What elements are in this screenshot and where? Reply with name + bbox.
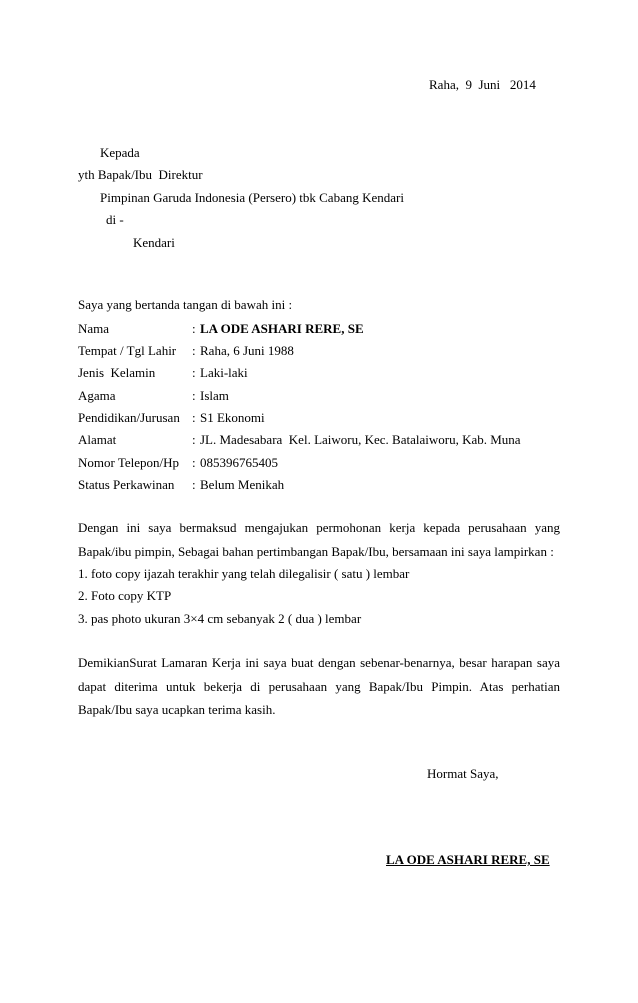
- field-row-alamat: [78, 431, 558, 449]
- field-row-status-perkawinan: [78, 476, 558, 494]
- field-value: 085396765405: [200, 455, 278, 470]
- body-paragraph-1: Dengan ini saya bermaksud mengajukan permohonan kerja kepada perusahaan yang Bapak/ibu pimpin, Sebagai bahan pertimbangan Bapak/Ibu, bersamaan ini saya lampirkan :: [78, 520, 560, 559]
- field-label: Alamat: [78, 432, 117, 447]
- field-label: Nama: [78, 321, 110, 336]
- recipient-city: Kendari: [133, 235, 175, 250]
- field-value: Belum Menikah: [200, 477, 285, 492]
- signature-name: LA ODE ASHARI RERE, SE: [386, 852, 550, 867]
- field-value: S1 Ekonomi: [200, 410, 265, 425]
- field-separator: :: [192, 321, 196, 336]
- attachment-item-2: 2. Foto copy KTP: [78, 588, 172, 603]
- recipient-kepada: Kepada: [100, 145, 140, 160]
- closing-text: Hormat Saya,: [427, 766, 499, 781]
- field-label: Nomor Telepon/Hp: [78, 455, 180, 470]
- field-separator: :: [192, 343, 196, 358]
- recipient-di: di -: [106, 212, 124, 227]
- field-separator: :: [192, 477, 196, 492]
- field-row-agama: [78, 387, 558, 405]
- field-row-tempat-tgl-lahir: [78, 342, 558, 360]
- field-value: Islam: [200, 388, 229, 403]
- field-separator: :: [192, 365, 196, 380]
- field-row-nama: [78, 320, 558, 338]
- field-row-nomor-telepon: [78, 454, 558, 472]
- intro-text: Saya yang bertanda tangan di bawah ini :: [78, 297, 293, 312]
- field-separator: :: [192, 410, 196, 425]
- attachment-item-3: 3. pas photo ukuran 3×4 cm sebanyak 2 ( dua ) lembar: [78, 611, 362, 626]
- field-value: Raha, 6 Juni 1988: [200, 343, 294, 358]
- field-label: Agama: [78, 388, 116, 403]
- field-separator: :: [192, 455, 196, 470]
- field-value: Laki-laki: [200, 365, 248, 380]
- field-separator: :: [192, 432, 196, 447]
- field-label: Pendidikan/Jurusan: [78, 410, 180, 425]
- field-value: LA ODE ASHARI RERE, SE: [200, 321, 364, 336]
- recipient-yth: yth Bapak/Ibu Direktur: [78, 167, 203, 182]
- field-label: Tempat / Tgl Lahir: [78, 343, 177, 358]
- body-paragraph-2: DemikianSurat Lamaran Kerja ini saya buat dengan sebenar-benarnya, besar harapan saya dapat diterima untuk bekerja di perusahaan yang Bapak/Ibu Pimpin. Atas perhatian Bapak/Ibu saya ucapkan terima kasih.: [78, 655, 560, 717]
- field-label: Jenis Kelamin: [78, 365, 156, 380]
- field-row-jenis-kelamin: [78, 364, 558, 382]
- field-row-pendidikan: [78, 409, 558, 427]
- field-label: Status Perkawinan: [78, 477, 175, 492]
- letter-date: Raha, 9 Juni 2014: [429, 77, 536, 92]
- attachment-item-1: 1. foto copy ijazah terakhir yang telah dilegalisir ( satu ) lembar: [78, 566, 410, 581]
- field-value: JL. Madesabara Kel. Laiworu, Kec. Batalaiworu, Kab. Muna: [200, 432, 521, 447]
- recipient-institution: Pimpinan Garuda Indonesia (Persero) tbk Cabang Kendari: [100, 190, 404, 205]
- field-separator: :: [192, 388, 196, 403]
